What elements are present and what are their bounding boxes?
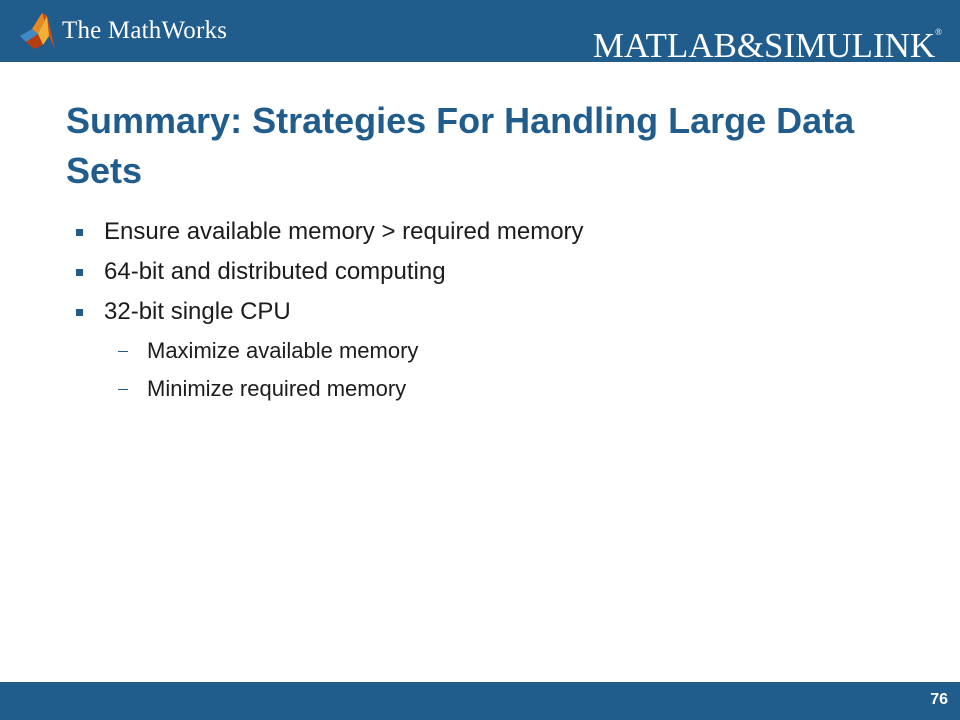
sub-bullet-item <box>76 332 916 370</box>
registered-mark: ® <box>935 27 942 37</box>
sub-bullet-item <box>76 370 916 408</box>
bullet-item <box>76 212 916 252</box>
sub-bullet-text: Maximize available memory <box>147 338 419 363</box>
dash-bullet-icon <box>118 351 128 352</box>
bullet-list <box>76 212 916 408</box>
bullet-text: Ensure available memory > required memory <box>104 218 584 245</box>
sub-bullet-text: Minimize required memory <box>147 376 407 401</box>
bullet-text: 64-bit and distributed computing <box>104 258 446 285</box>
matlab-simulink-logo-text: MATLAB&SIMULINK <box>592 26 936 65</box>
bullet-item <box>76 292 916 332</box>
bullet-item <box>76 252 916 292</box>
header-bar <box>0 0 960 65</box>
square-bullet-icon <box>76 229 83 236</box>
matlab-simulink-logo <box>592 12 942 65</box>
mathworks-logo <box>18 8 227 54</box>
square-bullet-icon <box>76 309 83 316</box>
mathworks-logo-text: The MathWorks <box>62 17 228 44</box>
bullet-text: 32-bit single CPU <box>104 298 291 325</box>
page-number: 76 <box>930 691 948 708</box>
slide-title: Summary: Strategies For Handling Large Data Sets <box>66 100 855 191</box>
square-bullet-icon <box>76 269 83 276</box>
footer-bar <box>0 682 960 720</box>
dash-bullet-icon <box>118 389 128 390</box>
membrane-icon <box>18 9 60 53</box>
